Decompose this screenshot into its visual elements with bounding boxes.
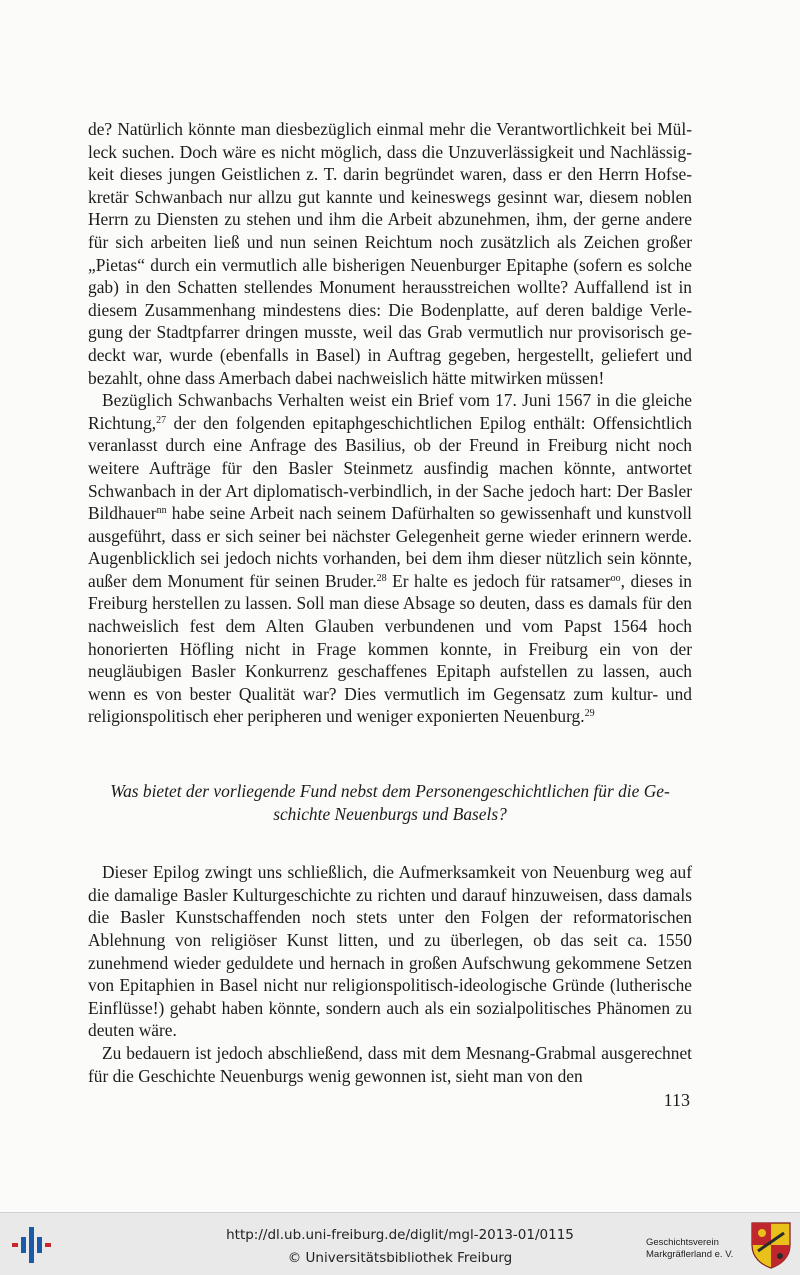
society-name-line2: Markgräflerland e. V. — [646, 1249, 734, 1260]
footnote-ref-oo: oo — [610, 572, 621, 584]
ub-freiburg-logo-icon[interactable] — [10, 1225, 52, 1265]
text-segment: habe seine Arbeit nach seinem Dafürhalten so gewissenhaft und kunstvoll ausgeführt, dass er sich seiner bei nächster Gelegenheit gerne wieder erinnern werde. Augenblicklich sei jedoch nichts vorhanden, bei dem ihm dieser nützlich sein könnte, außer dem Monument für seinen Bruder. — [88, 503, 692, 591]
footnote-ref-nn: nn — [156, 505, 167, 517]
text-segment: , dieses in Freiburg herstellen zu lassen. Soll man diese Absage so deuten, dass es damals für den nachweislich fest dem Alten Glauben verbundenen und vom Papst 1564 hoch honorierten Höfling nicht in Frage kommen konnte, in Freiburg ein von der neugläubigen Basler Konkurrenz geschaffenes Epitaph aufstellen zu lassen, auch wenn es von bester Qualität war? Dies vermutlich im Gegensatz zum kultur- und religionspolitisch eher peripheren und weniger exponierten Neuenburg. — [88, 570, 692, 727]
footnote-ref-29: 29 — [584, 708, 595, 720]
society-name — [646, 1237, 758, 1261]
paragraph-4: Zu bedauern ist jedoch abschließend, dass mit dem Mesnang-Grabmal ausgerechnet für die Geschichte Neuenburgs wenig gewonnen ist, sieht man von den — [88, 1042, 692, 1086]
paragraph-3: Dieser Epilog zwingt uns schließlich, die Aufmerksamkeit von Neuenburg weg auf die damalige Basler Kulturgeschichte zu richten und darauf hinzuweisen, dass damals die Basler Kunstschaffenden noch stets unter den Folgen der reformatorischen Ablehnung von religiöser Kunst litten, und zu überlegen, ob das seit ca. 1550 zunehmend wieder geduldete und hernach in großen Aufschwung gekommene Setzen von Epitaphien in Basel nicht nur religionspolitisch-ideologische Gründe (lutherische Einflüsse!) gehabt haben könnte, sondern auch als ein sozialpolitisches Phänomen zu deuten wäre. — [88, 862, 692, 1041]
paragraph-1: de? Natürlich könnte man diesbezüglich einmal mehr die Verantwortlichkeit bei Mülleck suchen. Doch wäre es nicht möglich, dass die Unzuverlässigkeit und Nachlässigkeit dieses jungen Geistlichen z. T. darin begründet waren, dass er den Herrn Hofsekretär Schwanbach nur allzu gut kannte und keineswegs gesinnt war, diesem noblen Herrn zu Diensten zu stehen und ihm die Arbeit abzunehmen, ihm, der gerne andere für sich arbeiten ließ und nun seinen Reichtum noch zusätzlich als Zeichen großer „Pietas“ durch ein vermutlich alle bisherigen Neuenburger Epitaphe (sofern es solche gab) in den Schatten stellendes Monument herausstreichen wollte? Auffallend ist in diesem Zusammenhang mindestens dies: Die Bodenplatte, auf deren baldige Verlegung der Stadtpfarrer dringen musste, weil das Grab vermutlich nur provisorisch gedeckt war, wurde (ebenfalls in Basel) in Auftrag gegeben, hergestellt, geliefert und bezahlt, ohne dass Amerbach dabei nachweislich hätte mitwirken müssen! — [88, 119, 692, 388]
document-url-link[interactable]: http://dl.ub.uni-freiburg.de/diglit/mgl-2013-01/0115 — [226, 1227, 574, 1243]
section-heading: Was bietet der vorliegende Fund nebst dem Personengeschichtlichen für die Geschichte Neuenburgs und Basels? — [110, 781, 670, 824]
footnote-ref-27: 27 — [156, 414, 167, 426]
coat-of-arms-icon[interactable] — [750, 1221, 792, 1269]
text-segment: Er halte es jedoch für ratsamer — [386, 570, 611, 591]
footnote-ref-28: 28 — [376, 572, 387, 584]
text-segment: Bezüglich Schwanbachs Verhalten weist ein Brief vom 17. Juni 1567 in die gleiche Richtung, — [88, 390, 692, 433]
text-column — [88, 118, 692, 1087]
text-segment: der den folgenden epitaphgeschichtlichen Epilog enthält: Offensichtlich veranlasst durch eine Anfrage des Basilius, ob der Freund in Freiburg nicht noch weitere Aufträge für den Basler Steinmetz ausfindig machen könnte, antwortet Schwanbach in der Art diplomatisch-verbindlich, in der Sache jedoch hart: Der Basler Bildhauer — [88, 412, 692, 524]
copyright-notice: © Universitätsbibliothek Freiburg — [287, 1250, 513, 1266]
paragraph-2 — [88, 389, 692, 728]
page-number: 113 — [663, 1090, 690, 1110]
footer-bar — [0, 1212, 800, 1275]
society-name-line1: Geschichtsverein — [646, 1237, 719, 1248]
